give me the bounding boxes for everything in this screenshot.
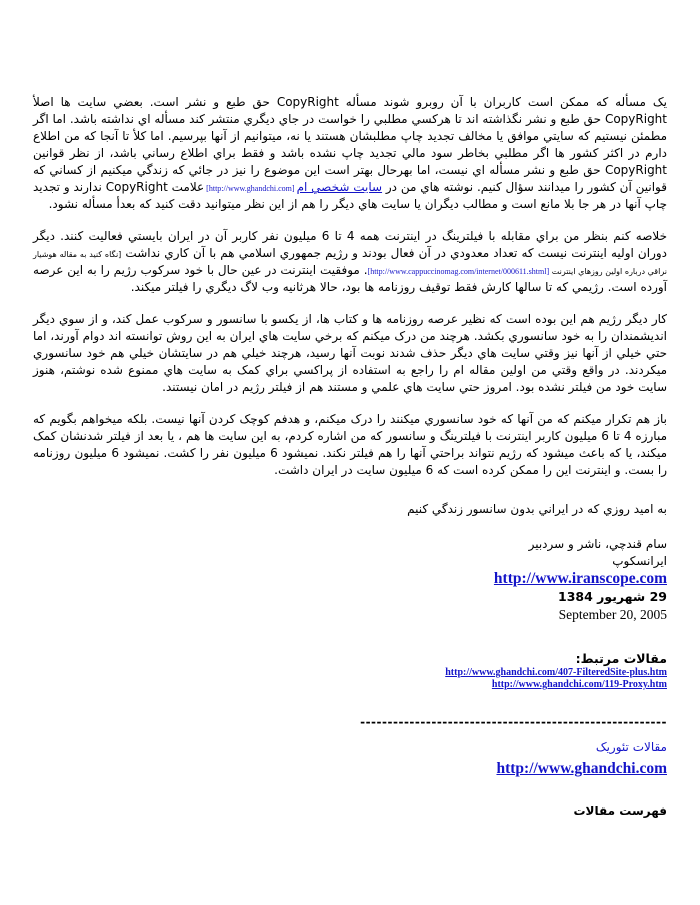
paragraph-regime-censorship: کار ديگر رژيم هم اين بوده است که نظير عرصه روزنامه ها و کتاب ها، از يکسو با سانسور و سرکوب عمل کند، و از سوي ديگر انديشمندان را به خود سانسوري بکشد. هرچند من درک ميکنم که برخي سايت هاي ايران به اين روش توانسته اند دوام آورند، اما حتي خيلي از آنها نيز وقتي سايت هاي ديگر حذف شدند نوبت آنها رسيد، هرچند خيلي هم در سايتشان خيلي هم خود سانسوري ميکردند. در واقع وقتي من اولين مقاله ام را راجع به استفاده از پراکسي براي کمک به سايت هاي ممنوع شده نوشتم، هنوز سايت خود من فيلتر نشده بود. امروز حتي سايت هاي علمي و مستند هم از فيلتر رژيم در امان نيستند. bbox=[33, 312, 667, 394]
personal-site-link[interactable]: سايت شخصي ام bbox=[296, 180, 383, 194]
paragraph-text: خلاصه کنم بنظر من براي مقابله با فيلترينگ در اينترنت همه 4 تا 6 ميليون نفر کاربر آن در ايران بايستي فعاليت کنند. ديگر دوران اوليه اينترنت نيست که تعداد معدودي در آن فعال بودند و رژيم جمهوري اسلامي هم با آن کاري نداشت bbox=[33, 229, 667, 260]
paragraph-text: علامت CopyRight ندارند و تجديد چاپ آنها در هر جا بلا مانع است و مطالب ديگران يا سايت هاي ديگر را هم از اين نظر ميتوانيد دقت کنيد که بعدأ مسأله نشود. bbox=[33, 180, 667, 211]
personal-site-url-note: [http://www.ghandchi.com] bbox=[204, 184, 297, 193]
date-persian: 29 شهريور 1384 bbox=[558, 589, 667, 604]
naraghi-article-note: [نگاه کنيد به مقاله هوشيار نراقي درباره اولين روزهاي اينترنت bbox=[33, 250, 667, 276]
signature-block bbox=[33, 536, 667, 623]
date-english: September 20, 2005 bbox=[558, 607, 667, 622]
paragraph-text: . موفقيت اينترنت در عين حال با خود سرکوب رژيم را به اين عرصه آورده است. رژيمي که تا سالها کارش فقط توقيف روزنامه ها بود، حالا هرثانيه وب لاگ ديگري را فيلتر ميکند. bbox=[33, 263, 667, 294]
theory-articles-section bbox=[33, 739, 667, 778]
org-name: ايرانسکوپ bbox=[612, 553, 667, 568]
iranscope-link[interactable]: http://www.iranscope.com bbox=[493, 570, 667, 587]
ghandchi-link[interactable]: http://www.ghandchi.com bbox=[496, 760, 667, 777]
related-article-link-filteredsite[interactable]: http://www.ghandchi.com/407-FilteredSite-plus.htm bbox=[445, 667, 667, 678]
theory-articles-label: مقالات تئوريک bbox=[595, 740, 667, 754]
paragraph-filtering bbox=[33, 228, 667, 296]
paragraph-text: يک مسأله که ممکن است کاربران با آن روبرو شوند مسأله CopyRight حق طبع و نشر است. بعضي سايت ها اصلأ CopyRight حق طبع و نشر نگذاشته اند تا هرکسي مطلبي را خواست در جاي ديگري منتشر کند مسأله اي نداشته باشد. اما اگر مطمئن نيستيم که سايتي موافق يا مخالف تجديد چاپ مطلبشان هستند يا نه، ميتوانيم از آنها بپرسيم. اما کلأ تا آنجا که من اطلاع دارم در اکثر کشور ها اگر مطلبي بخاطر سود مالي تجديد چاپ نشده باشد و فقط براي اطلاع رساني باشد، از نظر قوانين CopyRight حق طبع و نشر مسأله اي نيست، اما بهرحال بهتر است اين موضوع را نيز در جائي که زندگي ميکنيم از کساني که قوانين آن کشور را ميدانند سؤال کنيم. نوشته هاي من در bbox=[33, 95, 667, 194]
paragraph-self-censorship: باز هم تکرار ميکنم که من آنها که خود سانسوري ميکنند را درک ميکنم، و هدفم کوچک کردن آنها نيست. بلکه ميخواهم بگويم که مبارزه 4 تا 6 ميليون کاربر اينترنت با فيلترينگ و سانسور که من اشاره کردم، به اين سايت ها هم ، يا بعد از فيلتر شدنشان کمک ميکند، يا که باعث ميشود که رژيم نتواند براحتي آنها را هم فيلتر نکند. نميشود 6 ميليون نفر را کشت. نميشود 6 ميليون روزنامه را بست. و اينترنت اين را ممکن کرده است که 6 ميليون سايت در ايران داشت. bbox=[33, 412, 667, 477]
cappuccinomag-url-note: [http://www.cappuccinomag.com/internet/000611.shtml] bbox=[367, 267, 550, 276]
paragraph-copyright bbox=[33, 94, 667, 213]
divider-dashes: -------------------------------------------------------- bbox=[360, 715, 667, 729]
related-articles-heading: مقالات مرتبط: bbox=[575, 651, 667, 666]
related-article-link-proxy[interactable]: http://www.ghandchi.com/119-Proxy.htm bbox=[491, 679, 667, 690]
paragraph-hope: به اميد روزي که در ايراني بدون سانسور زندگي کنيم bbox=[407, 502, 667, 516]
articles-index-label: فهرست مقالات bbox=[573, 804, 667, 818]
author-name: سام قندچي، ناشر و سردبير bbox=[528, 537, 667, 551]
related-articles-section bbox=[33, 651, 667, 691]
